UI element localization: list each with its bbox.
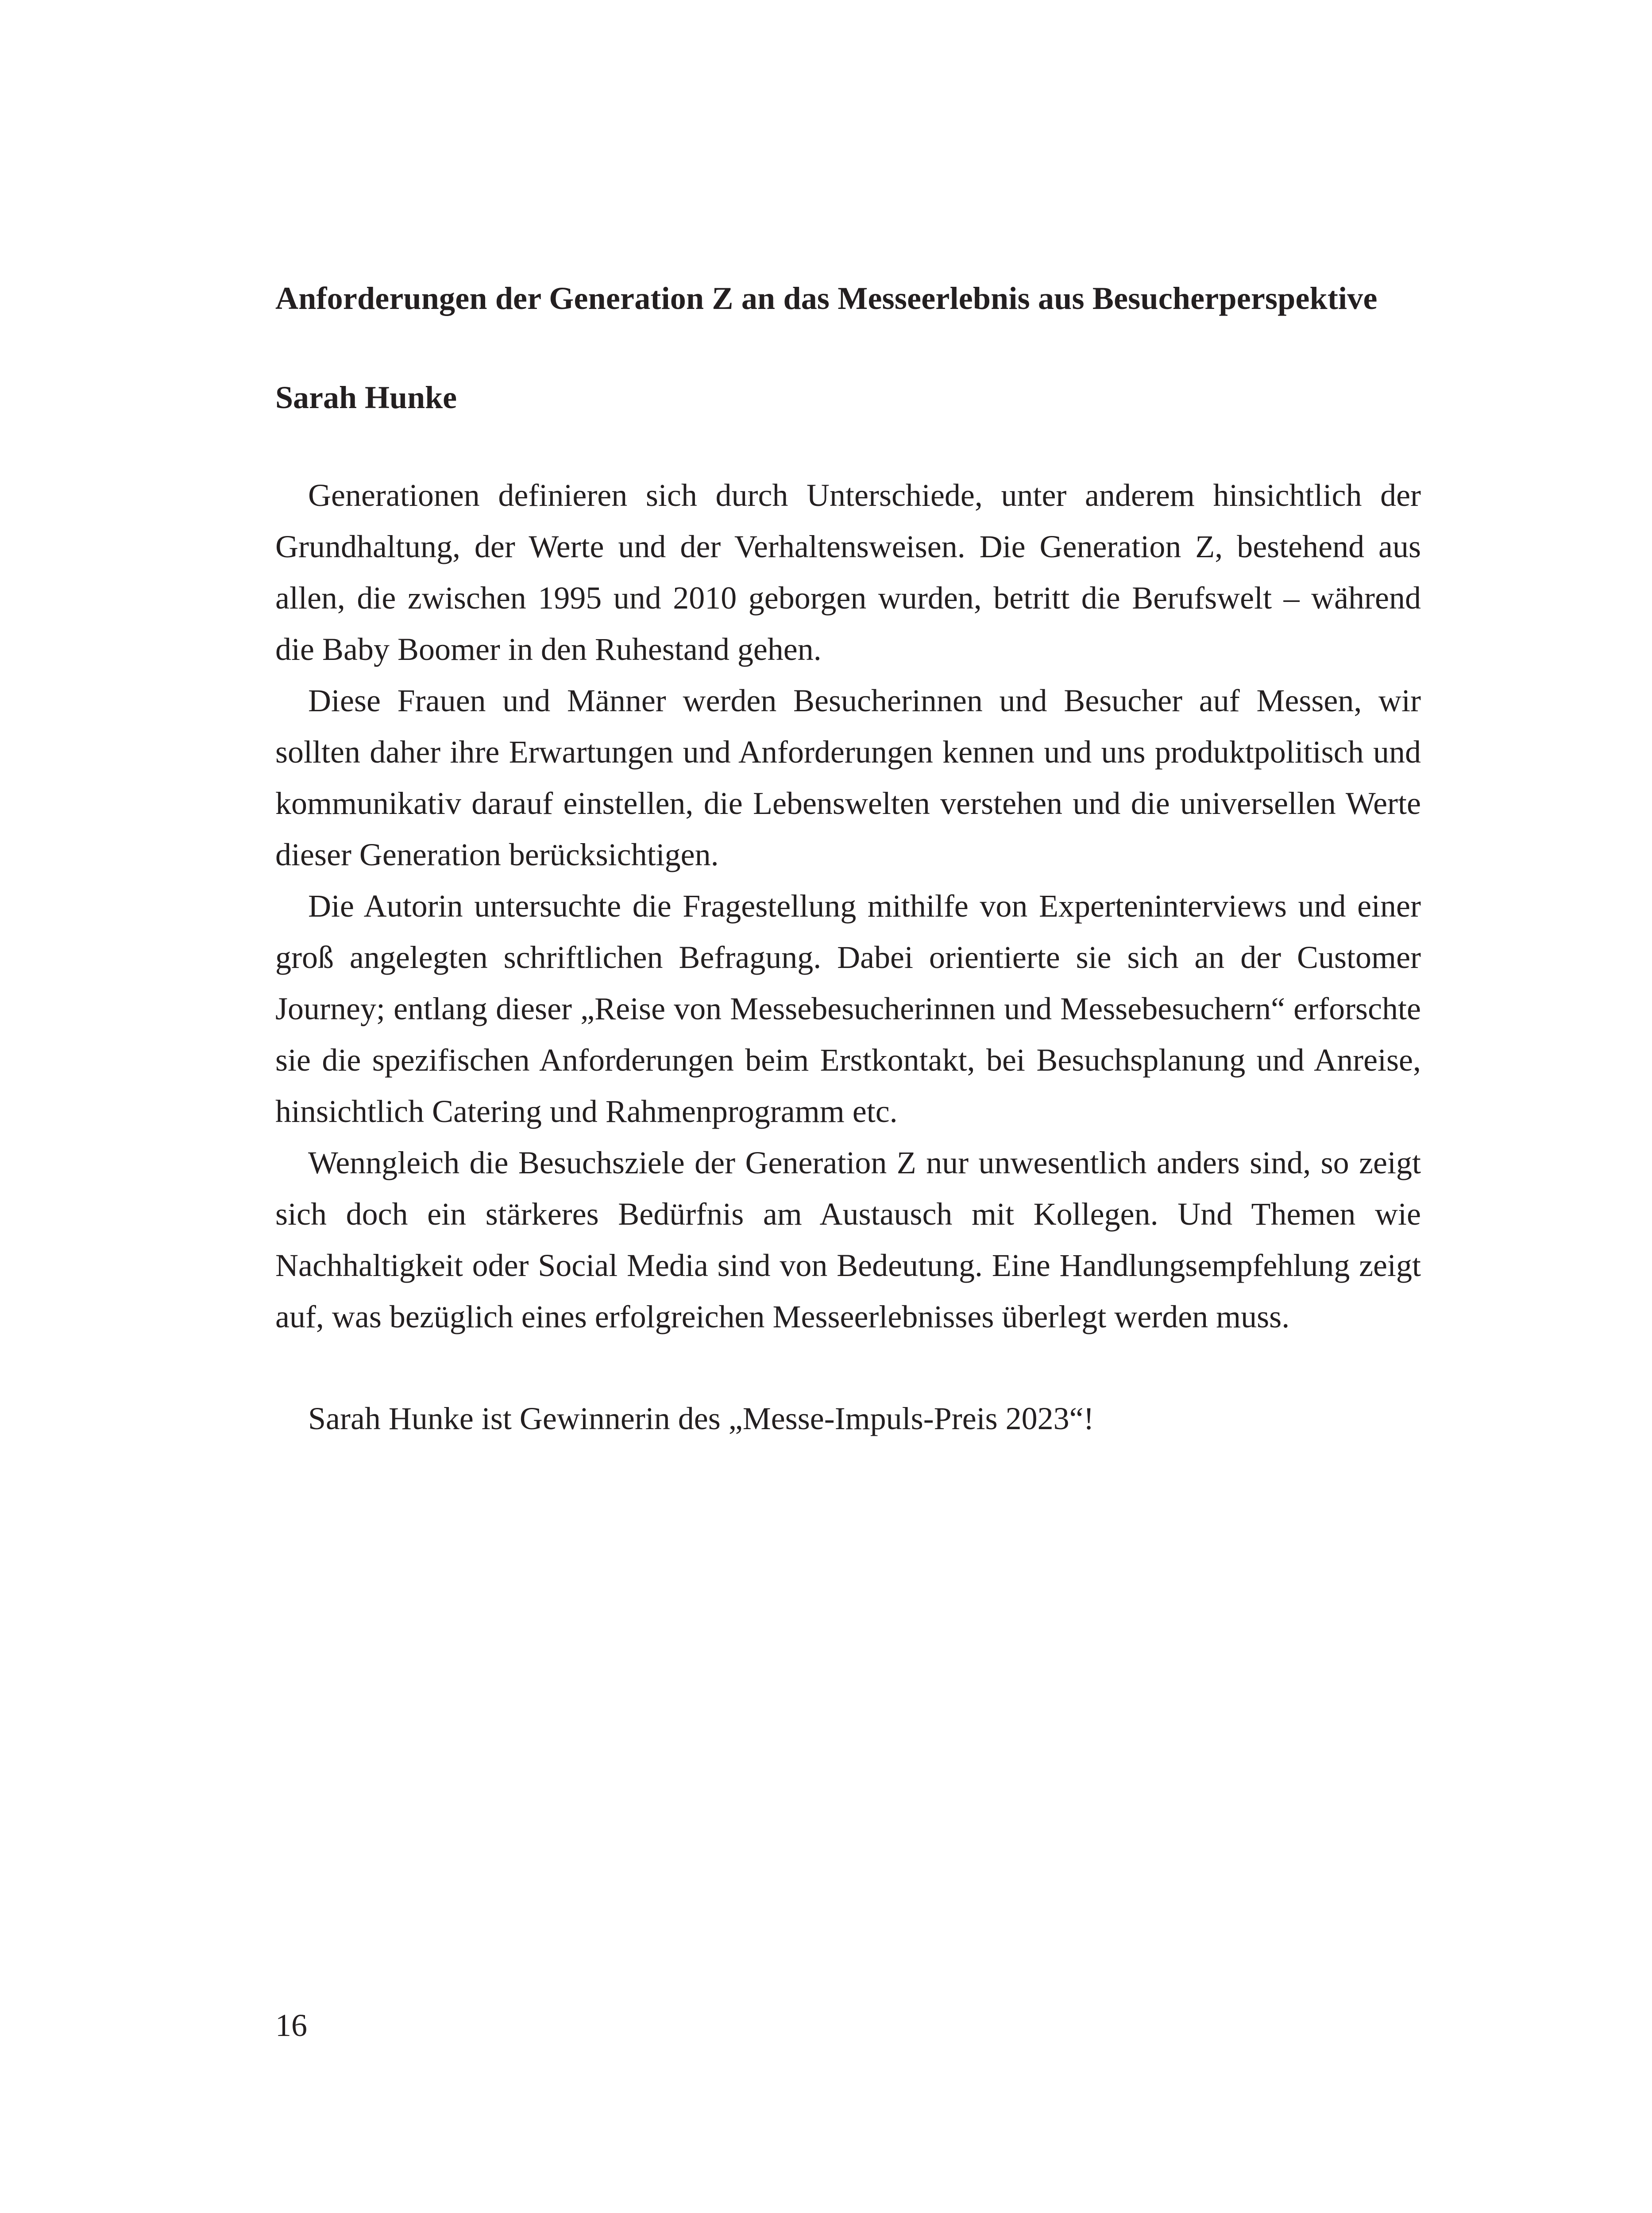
chapter-title: Anforderungen der Generation Z an das Messeerlebnis aus Besucherperspektive [275,281,1378,316]
text-column [275,272,1421,1444]
page-number: 16 [275,2008,307,2043]
abstract-paragraph: Die Autorin untersuchte die Fragestellung mithilfe von Experteninterviews und einer groß angelegten schriftlichen Befragung. Dabei orientierte sie sich an der Customer Journey; entlang dieser „Reise von Messebesucherinnen und Messebesuchern“ erforschte sie die spezifischen Anforderungen beim Erstkontakt, bei Besuchsplanung und Anreise, hinsichtlich Catering und Rahmenprogramm etc. [275,888,1421,1129]
author-name: Sarah Hunke [275,380,457,415]
abstract-paragraph: Diese Frauen und Männer werden Besucherinnen und Besucher auf Messen, wir sollten daher ihre Erwartungen und Anforderungen kennen und uns produktpolitisch und kommunikativ darauf einstellen, die Lebenswelten verstehen und die universellen Werte dieser Generation berücksichtigen. [275,683,1421,872]
abstract-paragraph: Generationen definieren sich durch Unterschiede, unter anderem hinsichtlich der Grundhaltung, der Werte und der Verhaltensweisen. Die Generation Z, bestehend aus allen, die zwischen 1995 und 2010 geborgen wurden, betritt die Berufswelt – während die Baby Boomer in den Ruhestand gehen. [275,478,1421,667]
abstract-paragraph: Wenngleich die Besuchsziele der Generation Z nur unwesentlich anders sind, so zeigt sich doch ein stärkeres Bedürfnis am Austausch mit Kollegen. Und Themen wie Nachhaltigkeit oder Social Media sind von Bedeutung. Eine Handlungsempfehlung zeigt auf, was bezüglich eines erfolgreichen Messeerlebnisses überlegt werden muss. [275,1145,1421,1334]
award-note: Sarah Hunke ist Gewinnerin des „Messe-Impuls-Preis 2023“! [308,1401,1094,1436]
abstract [275,470,1421,1342]
